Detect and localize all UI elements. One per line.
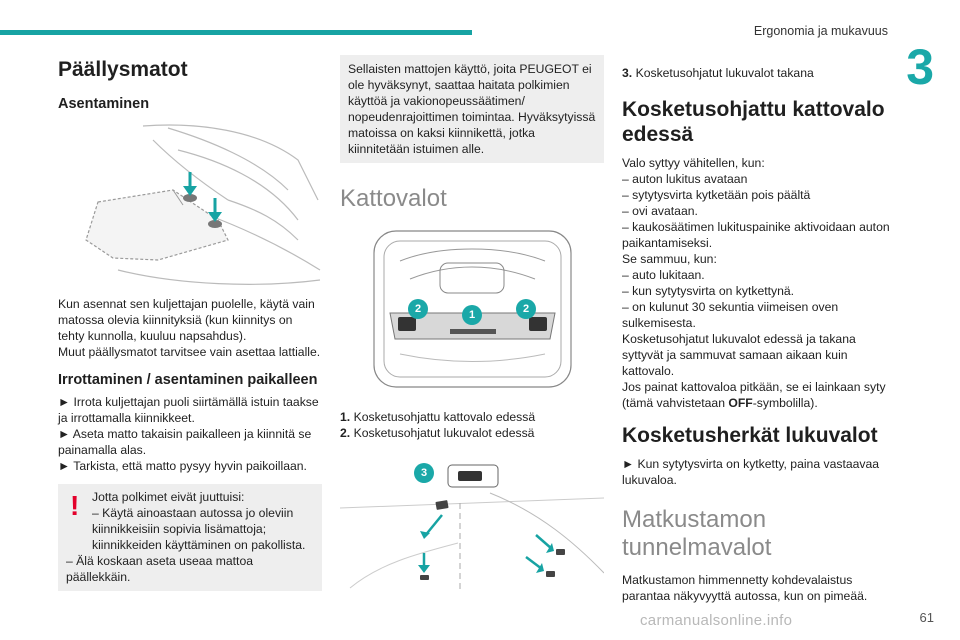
floor-mat-illustration <box>58 120 322 288</box>
line-9: Kosketusohjatut lukuvalot edessä ja takana syttyvät ja sammuvat samaan aikaan kuin kattovalo. <box>622 332 856 378</box>
other-mats-paragraph: Muut päällysmatot tarvitsee vain asettaa lattialle. <box>58 345 321 359</box>
subsection-title-installing: Asentaminen <box>58 96 150 112</box>
ambient-paragraph: Matkustamon himmennetty kohdevalaistus parantaa näkyvyyttä autossa, kun on pimeää. <box>622 573 868 603</box>
column-middle <box>340 55 604 593</box>
warning-box <box>58 484 322 591</box>
warning-line-1: Jotta polkimet eivät juuttuisi: <box>92 490 245 504</box>
section-title-front-ceiling-light: Kosketusohjattu kattovalo edessä <box>622 98 885 146</box>
legend-item-3: 3. Kosketusohjatut lukuvalot takana <box>622 66 814 80</box>
section-title-floor-mats: Päällysmatot <box>58 58 188 81</box>
floor-mat-drawing <box>58 120 322 288</box>
line-3: – ovi avataan. <box>622 204 698 218</box>
legend-item-1: 1. Kosketusohjattu kattovalo edessä <box>340 410 536 424</box>
line-1: – auton lukitus avataan <box>622 172 748 186</box>
step-2: ► Aseta matto takaisin paikalleen ja kiinnitä se painamalla alas. <box>58 427 312 457</box>
note-text: Sellaisten mattojen käyttö, joita PEUGEOT ei ole hyväksynyt, saattaa haitata polkimien käyttöä ja vakionopeussäätimen/ nopeudenrajoittimen toimintaa. Hyväksytyissä matoissa on kaksi kiinnikettä, jotka kiinnitetään istuimen alle. <box>348 62 596 156</box>
step-3: ► Tarkista, että matto pysyy hyvin paikoillaan. <box>58 459 307 473</box>
warning-icon: ! <box>70 490 80 521</box>
section-title-ceiling-lights: Kattovalot <box>340 185 447 212</box>
line-5: Se sammuu, kun: <box>622 252 717 266</box>
step-1: ► Irrota kuljettajan puoli siirtämällä istuin taakse ja irrottamalla kiinnikkeet. <box>58 395 319 425</box>
callout-3: 3 <box>414 463 434 483</box>
warning-line-3: – Älä koskaan aseta useaa mattoa päällekkäin. <box>66 554 253 584</box>
line-4: – kaukosäätimen lukituspainike aktivoidaan auton paikantamiseksi. <box>622 220 890 250</box>
line-0: Valo syttyy vähitellen, kun: <box>622 156 765 170</box>
rear-reading-lights-drawing <box>340 453 604 593</box>
callout-2-right: 2 <box>516 299 536 319</box>
warning-line-2: – Käytä ainoastaan autossa jo oleviin kiinnikkeisiin sopivia lisämattoja; kiinnikkeiden käyttäminen on pakollista. <box>92 506 306 552</box>
callout-1: 1 <box>462 305 482 325</box>
header-accent-bar <box>0 30 472 35</box>
note-box <box>340 55 604 163</box>
legend-item-2: 2. Kosketusohjatut lukuvalot edessä <box>340 426 535 440</box>
column-right <box>622 55 890 604</box>
chapter-number: 3 <box>906 39 934 95</box>
press-note: Jos painat kattovaloa pitkään, se ei lainkaan syty (tämä vahvistetaan OFF-symbolilla). <box>622 380 886 410</box>
line-8: – on kulunut 30 sekuntia viimeisen oven sulkemisesta. <box>622 300 839 330</box>
watermark: carmanualsonline.info <box>640 612 793 629</box>
rear-reading-lights-figure <box>340 453 604 593</box>
line-7: – kun sytytysvirta on kytkettynä. <box>622 284 795 298</box>
subsection-title-removing: Irrottaminen / asentaminen paikalleen <box>58 372 318 388</box>
chapter-title: Ergonomia ja mukavuus <box>753 24 888 38</box>
touch-lights-paragraph: ► Kun sytytysvirta on kytketty, paina vastaavaa lukuvaloa. <box>622 457 880 487</box>
section-title-touch-reading-lights: Kosketusherkät lukuvalot <box>622 424 878 447</box>
line-2: – sytytysvirta kytketään pois päältä <box>622 188 811 202</box>
callout-2-left: 2 <box>408 299 428 319</box>
legend-list <box>340 409 604 441</box>
install-paragraph: Kun asennat sen kuljettajan puolelle, käytä vain matossa olevia kiinnityksiä (kun kiinnitys on tehty kunnolla, kuuluu napsahdus). <box>58 297 315 343</box>
ceiling-console-figure <box>370 229 575 389</box>
section-title-ambient-lighting: Matkustamon tunnelmavalot <box>622 506 772 561</box>
line-6: – auto lukitaan. <box>622 268 705 282</box>
ceiling-light-description <box>622 155 890 411</box>
page-number: 61 <box>919 610 934 625</box>
column-left <box>58 55 322 591</box>
